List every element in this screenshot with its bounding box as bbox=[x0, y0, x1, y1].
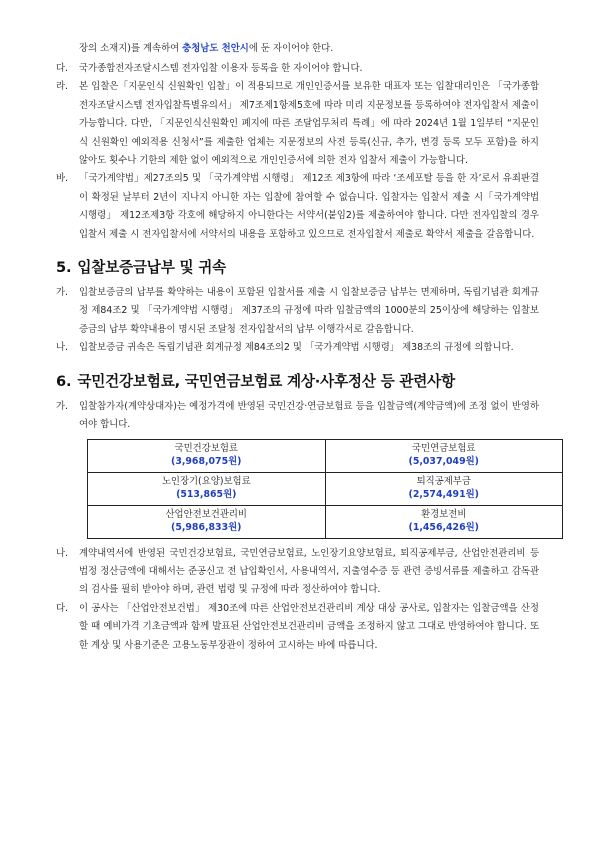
item-text: 입찰보증금의 납부를 확약하는 내용이 포함된 입찰서를 제출 시 입찰보증금 납부는 면제하며, 독립기념관 회계규정 제84조2 및 「국가계약법 시행령」 제37조의 규정에 따라 입찰금액의 1000분의 25이상에 해당하는 입찰보증금의 납부 확약내용이 명시된 조달청 전자입찰서의 납부 이행각서로 갈음합니다. bbox=[79, 287, 539, 335]
list-item-da bbox=[56, 600, 539, 655]
table-cell bbox=[325, 439, 563, 472]
cell-label: 노인장기(요양)보험료 bbox=[161, 475, 251, 487]
list-item-na bbox=[56, 339, 539, 357]
insurance-amounts-table bbox=[87, 439, 563, 539]
cell-label: 국민건강보험료 bbox=[174, 442, 238, 454]
intro-text-before: 장의 소재지)를 계속하여 bbox=[79, 43, 183, 54]
section-6-heading bbox=[56, 372, 539, 392]
table-row bbox=[88, 505, 563, 538]
item-text: 「국가계약법」제27조의5 및 「국가계약법 시행령」 제12조 제3항에 따라 ‘조세포탈 등을 한 자’로서 유죄판결이 확정된 날부터 2년이 지나지 아니한 자는 입찰에 참여할 수 없습니다. 입찰자는 입찰서 제출 시「국가계약법 시행령」 제12조제3항 각호에 해당하지 아니한다는 서약서(붙임2)를 제출하여야 합니다. 다만 전자입찰의 경우 입찰서 제출 시 전자입찰서에 서약서의 내용을 포함하고 있으므로 전자입찰서 제출로 확약서 제출을 갈음합니다. bbox=[79, 173, 539, 240]
cell-amount: (2,574,491원) bbox=[408, 489, 479, 500]
item-text: 계약내역서에 반영된 국민건강보험료, 국민연금보험료, 노인장기요양보험료, 퇴직공제부금, 산업안전관리비 등 법정 정산금액에 대해서는 준공신고 전 납입확인서, 사용내역서, 지출영수증 등 관련 증빙서류를 제출하고 감독관의 검사를 필히 받아야 하며, 관련 법령 및 규정에 따라 정산하여야 합니다. bbox=[79, 547, 539, 596]
item-marker: 다. bbox=[56, 602, 69, 614]
item-marker: 나. bbox=[56, 547, 69, 559]
item-marker: 나. bbox=[56, 342, 69, 354]
cell-amount: (5,986,833원) bbox=[171, 522, 242, 533]
item-marker: 다. bbox=[56, 63, 69, 74]
table-cell bbox=[88, 472, 326, 505]
table-cell bbox=[325, 472, 563, 505]
section-5-heading bbox=[56, 258, 539, 278]
list-item-ba bbox=[56, 170, 539, 244]
item-marker: 가. bbox=[56, 287, 69, 299]
item-text: 국가종합전자조달시스템 전자입찰 이용자 등록을 한 자이어야 합니다. bbox=[79, 63, 363, 74]
item-marker: 가. bbox=[56, 400, 69, 412]
table-row bbox=[88, 472, 563, 505]
table-cell bbox=[88, 439, 326, 472]
cell-amount: (5,037,049원) bbox=[408, 456, 479, 467]
cell-amount: (513,865원) bbox=[176, 489, 237, 500]
item-marker: 바. bbox=[56, 173, 69, 185]
cell-label: 퇴직공제부금 bbox=[416, 475, 471, 487]
list-item-ga bbox=[56, 284, 539, 339]
cell-amount: (3,968,075원) bbox=[171, 456, 242, 467]
list-item-na bbox=[56, 545, 539, 600]
table-cell bbox=[88, 505, 326, 538]
section-title: 입찰보증금납부 및 귀속 bbox=[77, 259, 227, 277]
item-marker: 라. bbox=[56, 81, 69, 93]
list-item-da bbox=[56, 60, 539, 78]
cell-amount: (1,456,426원) bbox=[408, 522, 479, 533]
intro-continuation bbox=[56, 40, 539, 58]
cell-label: 환경보전비 bbox=[421, 508, 467, 520]
table-row bbox=[88, 439, 563, 472]
list-item-ga bbox=[56, 398, 539, 435]
item-text: 이 공사는 「산업안전보건법」 제30조에 따른 산업안전보건관리비 계상 대상 공사로, 입찰자는 입찰금액을 산정할 때 예비가격 기초금액과 함께 발표된 산업안전보건관리비 금액을 조정하지 않고 그대로 반영하여야 합니다. 또한 계상 및 사용기준은 고용노동부장관이 정하여 고시하는 바에 따릅니다. bbox=[79, 602, 539, 651]
item-text: 입찰보증금 귀속은 독립기념관 회계규정 제84조의2 및 「국가계약법 시행령」 제38조의 규정에 의합니다. bbox=[79, 342, 514, 354]
cell-label: 국민연금보험료 bbox=[412, 442, 476, 454]
section-number: 6. bbox=[56, 372, 72, 390]
item-text: 입찰참가자(계약상대자)는 예정가격에 반영된 국민건강·연금보험료 등을 입찰금액(계약금액)에 조정 없이 반영하여야 합니다. bbox=[79, 400, 539, 431]
section-title: 국민건강보험료, 국민연금보험료 계상·사후정산 등 관련사항 bbox=[77, 372, 455, 390]
section-number: 5. bbox=[56, 259, 72, 277]
item-text: 본 입찰은「지문인식 신원확인 입찰」이 적용되므로 개인인증서를 보유한 대표자 또는 입찰대리인은 「국가종합전자조달시스템 전자입찰특별유의서」 제7조제1항제5호에 따라 미리 지문정보를 등록하여야 전자입찰서 제출이 가능합니다. 다만, 「지문인식신원확인 폐지에 따른 조달업무처리 특례」에 따라 2024년 1월 1일부터 “지문인식 신원확인 예외적용 신청서”를 제출한 업체는 지문정보의 사전 등록(신규, 추가, 변경 등록 모두 포함)을 하지 않아도 횟수나 기한의 제한 없이 예외적으로 개인인증서에 의한 전자 입찰서 제출이 가능합니다. bbox=[79, 81, 539, 167]
cell-label: 산업안전보건관리비 bbox=[165, 508, 247, 520]
intro-text-after: 에 둔 자이어야 한다. bbox=[248, 43, 334, 54]
highlighted-location: 충청남도 천안시 bbox=[182, 43, 249, 54]
table-cell bbox=[325, 505, 563, 538]
list-item-ra bbox=[56, 78, 539, 170]
